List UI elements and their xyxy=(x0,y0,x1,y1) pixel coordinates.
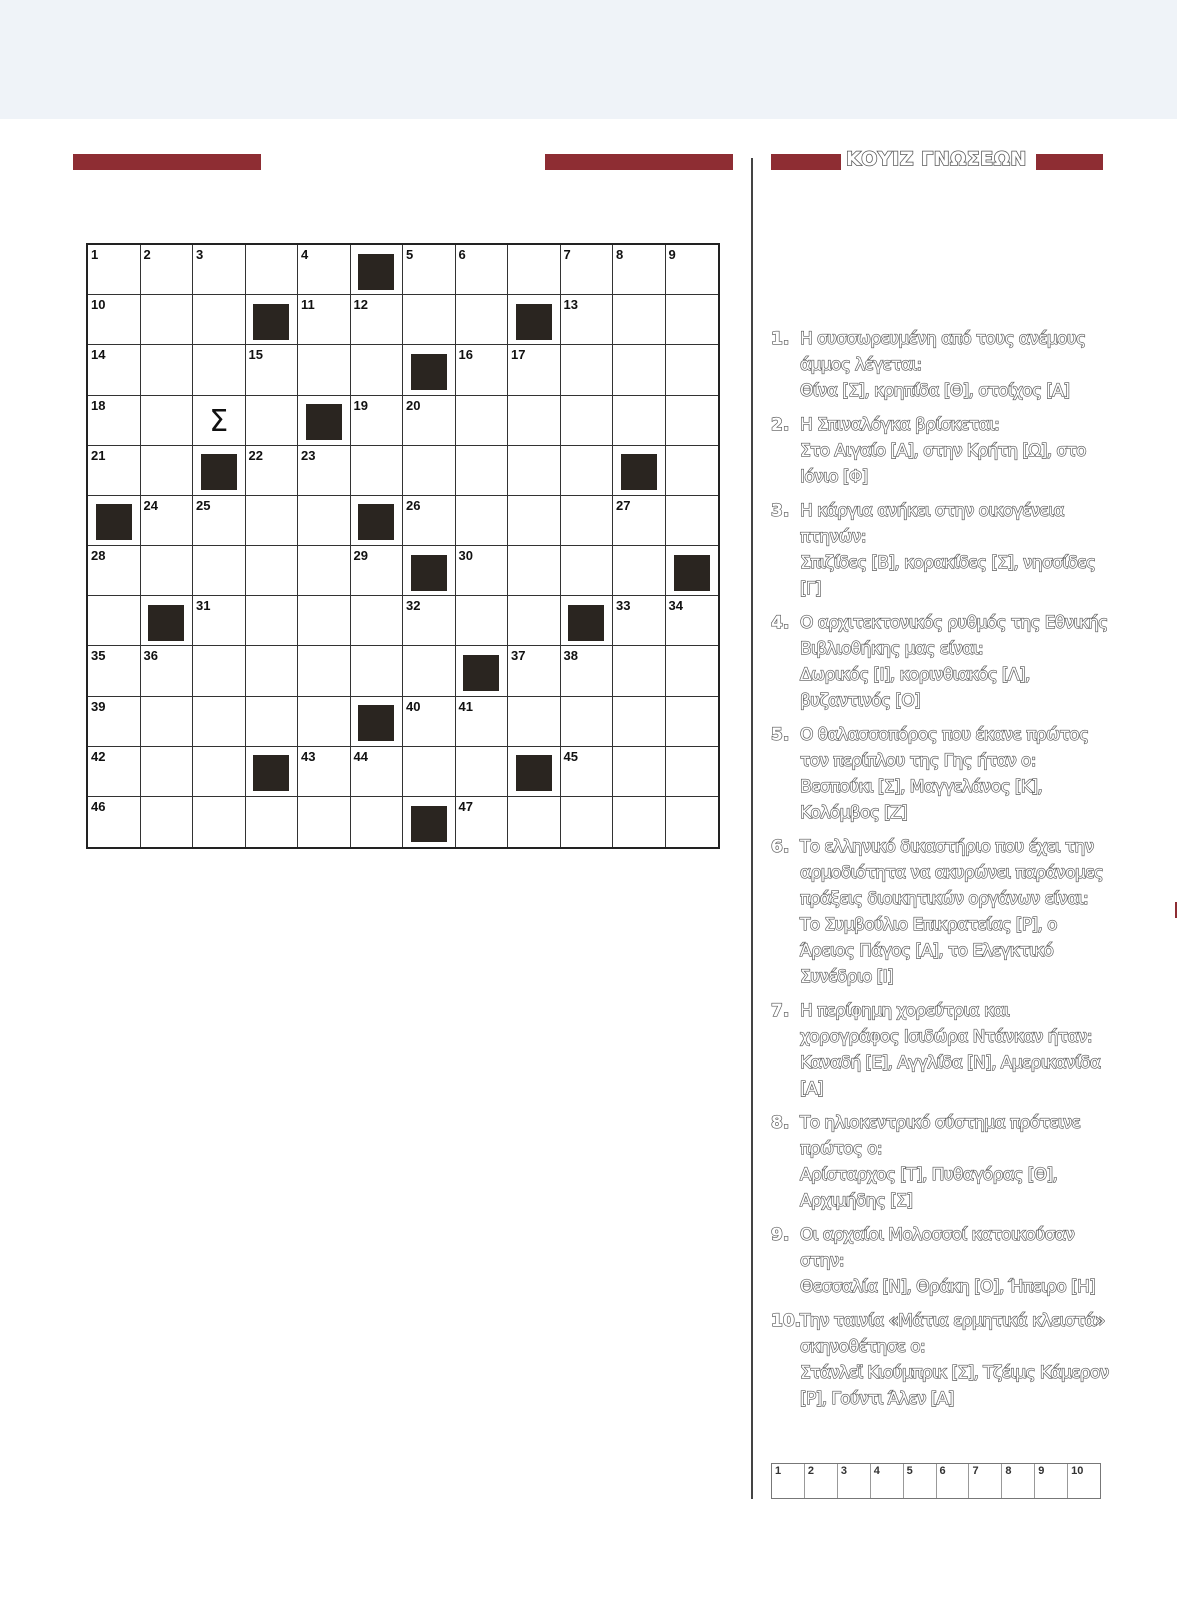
cell-number: 17 xyxy=(511,347,526,363)
crossword-cell[interactable] xyxy=(298,245,351,295)
question-answers: Σπιζίδες [Β], κορακίδες [Σ], νησσίδες [Γ] xyxy=(800,553,1096,599)
cell-number: 7 xyxy=(563,247,571,262)
crossword-black-cell xyxy=(508,295,561,345)
question-text: Η Σπιναλόγκα βρίσκεται: xyxy=(800,415,1000,435)
crossword-cell[interactable] xyxy=(561,396,614,446)
cell-number: 35 xyxy=(91,648,106,664)
black-square xyxy=(96,504,132,540)
crossword-cell[interactable] xyxy=(351,646,404,696)
crossword-cell[interactable] xyxy=(193,245,246,295)
crossword-cell[interactable] xyxy=(141,747,194,797)
black-square xyxy=(674,555,710,591)
question-text: Ο θαλασσοπόρος που έκανε πρώτος τον περίπλου της Γης ήταν ο: xyxy=(800,725,1089,771)
crossword-cell[interactable] xyxy=(403,295,456,345)
answer-cell-number: 1 xyxy=(775,1465,782,1477)
cell-number: 24 xyxy=(143,497,158,513)
header-band xyxy=(0,0,1177,119)
cell-number: 36 xyxy=(143,648,158,664)
black-square xyxy=(148,605,184,641)
answer-cell[interactable] xyxy=(772,1464,805,1498)
question-number: 3. xyxy=(771,501,790,521)
crossword-cell[interactable] xyxy=(561,345,614,395)
answer-cell-number: 8 xyxy=(1005,1465,1012,1477)
crossword-cell[interactable] xyxy=(88,295,141,345)
cell-number: 3 xyxy=(196,247,204,262)
black-square xyxy=(621,454,657,490)
cell-number: 23 xyxy=(301,447,316,463)
black-square xyxy=(306,404,342,440)
crossword-cell[interactable] xyxy=(351,396,404,446)
crossword-cell[interactable] xyxy=(508,245,561,295)
crossword-cell[interactable] xyxy=(403,697,456,747)
question-text: Οι αρχαίοι Μολοσσοί κατοικούσαν στην: xyxy=(800,1225,1075,1271)
answer-cell[interactable] xyxy=(838,1464,871,1498)
crossword-cell[interactable] xyxy=(666,596,719,646)
question-text: Ο αρχιτεκτονικός ρυθμός της Εθνικής Βιβλιοθήκης μας είναι: xyxy=(800,613,1108,659)
title-bar-left xyxy=(771,154,841,170)
answer-cell[interactable] xyxy=(871,1464,904,1498)
black-square xyxy=(358,705,394,741)
crossword-cell[interactable] xyxy=(666,496,719,546)
crossword-cell[interactable] xyxy=(666,747,719,797)
crossword-cell[interactable] xyxy=(141,446,194,496)
crossword-cell[interactable] xyxy=(351,747,404,797)
answer-cell-number: 3 xyxy=(840,1465,847,1477)
crossword-cell[interactable] xyxy=(508,396,561,446)
crossword-cell[interactable] xyxy=(561,446,614,496)
black-square xyxy=(463,655,499,691)
crossword-cell[interactable] xyxy=(298,747,351,797)
quiz-question xyxy=(771,326,1111,404)
crossword-cell[interactable] xyxy=(141,496,194,546)
crossword-cell[interactable] xyxy=(193,747,246,797)
crossword-cell[interactable] xyxy=(666,396,719,446)
crossword-cell[interactable] xyxy=(561,295,614,345)
crossword-cell[interactable] xyxy=(298,646,351,696)
question-text: Η περίφημη χορεύτρια και χορογράφος Ισιδώρα Ντάνκαν ήταν: xyxy=(800,1001,1093,1047)
crossword-cell[interactable] xyxy=(456,245,509,295)
quiz-question xyxy=(771,998,1111,1102)
crossword-cell[interactable] xyxy=(456,596,509,646)
cell-number: 2 xyxy=(143,247,151,262)
crossword-cell[interactable] xyxy=(508,596,561,646)
cell-letter: Σ xyxy=(209,403,229,439)
cell-number: 5 xyxy=(406,247,414,262)
black-square xyxy=(411,806,447,842)
cell-number: 14 xyxy=(91,347,106,363)
crossword-black-cell xyxy=(246,295,299,345)
crossword-cell[interactable] xyxy=(88,546,141,596)
crossword-cell[interactable] xyxy=(351,596,404,646)
cell-number: 41 xyxy=(458,698,473,714)
crossword-cell[interactable] xyxy=(298,295,351,345)
crossword-cell[interactable] xyxy=(193,797,246,847)
crossword-cell[interactable] xyxy=(456,797,509,847)
cell-number: 19 xyxy=(353,397,368,413)
question-number: 8. xyxy=(771,1113,790,1133)
black-square xyxy=(358,504,394,540)
black-square xyxy=(253,755,289,791)
cell-number: 21 xyxy=(91,447,106,463)
crossword-cell[interactable] xyxy=(666,295,719,345)
cell-number: 45 xyxy=(563,748,578,764)
question-answers: Βεσπούκι [Σ], Μαγγελάνος [Κ], Κολόμβος [Ζ] xyxy=(800,777,1043,823)
crossword-cell[interactable] xyxy=(403,245,456,295)
crossword-cell[interactable] xyxy=(246,345,299,395)
cell-number: 22 xyxy=(248,447,263,463)
cell-number: 26 xyxy=(406,497,421,513)
crossword-black-cell xyxy=(403,546,456,596)
cell-number: 1 xyxy=(91,247,99,262)
crossword-cell[interactable] xyxy=(141,697,194,747)
crossword-cell[interactable] xyxy=(561,245,614,295)
quiz-list xyxy=(771,326,1111,1420)
crossword-cell[interactable] xyxy=(298,496,351,546)
crossword-black-cell xyxy=(246,747,299,797)
cell-number: 10 xyxy=(91,297,106,313)
crossword-cell[interactable] xyxy=(246,446,299,496)
crossword-cell[interactable] xyxy=(666,797,719,847)
cell-number: 31 xyxy=(196,598,211,614)
question-text: Το ηλιοκεντρικό σύστημα πρότεινε πρώτος ο: xyxy=(800,1113,1081,1159)
cell-number: 30 xyxy=(458,548,473,563)
crossword-cell[interactable] xyxy=(193,396,246,446)
crossword-cell[interactable] xyxy=(403,646,456,696)
answer-cell[interactable] xyxy=(1035,1464,1068,1498)
cell-number: 15 xyxy=(248,347,263,363)
cell-number: 40 xyxy=(406,698,421,714)
cell-number: 32 xyxy=(406,598,421,614)
crossword-cell[interactable] xyxy=(141,646,194,696)
crossword-cell[interactable] xyxy=(141,295,194,345)
crossword-cell[interactable] xyxy=(666,697,719,747)
cell-number: 33 xyxy=(616,598,631,614)
crossword-cell[interactable] xyxy=(88,396,141,446)
question-answers: Δωρικός [Ι], κορινθιακός [Λ], βυζαντινός [Ο] xyxy=(800,665,1030,711)
cell-number: 37 xyxy=(511,648,526,664)
crossword-cell[interactable] xyxy=(193,496,246,546)
title-bar-right xyxy=(1036,154,1103,170)
crossword-black-cell xyxy=(351,245,404,295)
cell-number: 8 xyxy=(616,247,624,262)
crossword-cell[interactable] xyxy=(193,646,246,696)
cell-number: 28 xyxy=(91,548,106,563)
crossword-black-cell xyxy=(403,345,456,395)
cell-number: 25 xyxy=(196,497,211,513)
crossword-cell[interactable] xyxy=(88,345,141,395)
crossword-cell[interactable] xyxy=(613,697,666,747)
cell-number: 38 xyxy=(563,648,578,664)
answer-cell[interactable] xyxy=(937,1464,970,1498)
crossword-cell[interactable] xyxy=(613,496,666,546)
section-bar-left xyxy=(73,154,261,170)
crossword-cell[interactable] xyxy=(613,345,666,395)
cell-number: 47 xyxy=(458,798,473,814)
crossword-cell[interactable] xyxy=(508,496,561,546)
question-answers: Θεσσαλία [Ν], Θράκη [Ο], Ήπειρο [Η] xyxy=(800,1277,1096,1297)
black-square xyxy=(411,555,447,591)
crossword-cell[interactable] xyxy=(508,697,561,747)
question-text: Το ελληνικό δικαστήριο που έχει την αρμοδιότητα να ακυρώνει παράνομες πράξεις διοικητικών οργάνων είναι: xyxy=(800,837,1104,909)
crossword-cell[interactable] xyxy=(561,747,614,797)
crossword-cell[interactable] xyxy=(298,446,351,496)
crossword-cell[interactable] xyxy=(141,396,194,446)
crossword-cell[interactable] xyxy=(246,245,299,295)
cell-number: 18 xyxy=(91,397,106,413)
question-number: 1. xyxy=(771,329,790,349)
crossword-cell[interactable] xyxy=(613,295,666,345)
answer-cell-number: 10 xyxy=(1071,1465,1084,1477)
crossword-cell[interactable] xyxy=(88,797,141,847)
crossword-cell[interactable] xyxy=(613,797,666,847)
crossword-cell[interactable] xyxy=(613,546,666,596)
crossword-cell[interactable] xyxy=(246,797,299,847)
crossword-cell[interactable] xyxy=(141,245,194,295)
answer-cell[interactable] xyxy=(969,1464,1002,1498)
cell-number: 9 xyxy=(668,247,676,262)
crossword-cell[interactable] xyxy=(561,797,614,847)
crossword-cell[interactable] xyxy=(456,396,509,446)
cell-number: 46 xyxy=(91,798,106,814)
cell-number: 43 xyxy=(301,748,316,764)
cell-number: 42 xyxy=(91,748,106,764)
crossword-cell[interactable] xyxy=(298,546,351,596)
crossword-cell[interactable] xyxy=(193,345,246,395)
crossword-cell[interactable] xyxy=(403,496,456,546)
crossword-cell[interactable] xyxy=(193,596,246,646)
crossword-cell[interactable] xyxy=(508,345,561,395)
quiz-question xyxy=(771,498,1111,602)
crossword-grid xyxy=(86,243,720,849)
crossword-cell[interactable] xyxy=(561,697,614,747)
question-number: 10. xyxy=(771,1311,802,1331)
crossword-cell[interactable] xyxy=(141,345,194,395)
crossword-cell[interactable] xyxy=(456,747,509,797)
crossword-cell[interactable] xyxy=(456,295,509,345)
crossword-cell[interactable] xyxy=(246,697,299,747)
answer-grid xyxy=(771,1463,1101,1499)
question-text: Η κάργια ανήκει στην οικογένεια πτηνών: xyxy=(800,501,1065,547)
crossword-black-cell xyxy=(141,596,194,646)
cell-number: 44 xyxy=(353,748,368,764)
cell-number: 12 xyxy=(353,297,368,313)
black-square xyxy=(201,454,237,490)
crossword-cell[interactable] xyxy=(613,596,666,646)
quiz-question xyxy=(771,722,1111,826)
question-answers: Στο Αιγαίο [Α], στην Κρήτη [Ω], στο Ιόνιο [Φ] xyxy=(800,441,1086,487)
quiz-title: ΚΟΥΙΖ ΓΝΩΣΕΩΝ xyxy=(846,148,1027,170)
crossword-cell[interactable] xyxy=(351,446,404,496)
crossword-cell[interactable] xyxy=(613,646,666,696)
crossword-cell[interactable] xyxy=(456,697,509,747)
crossword-black-cell xyxy=(613,446,666,496)
answer-cell-number: 9 xyxy=(1038,1465,1045,1477)
crossword-cell[interactable] xyxy=(508,646,561,696)
black-square xyxy=(411,354,447,390)
crossword-cell[interactable] xyxy=(403,747,456,797)
crossword-black-cell xyxy=(351,496,404,546)
question-answers: Στάνλεϊ Κιούμπρικ [Σ], Τζέιμς Κάμερον [Ρ], Γούντι Άλεν [Α] xyxy=(800,1363,1109,1409)
crossword-black-cell xyxy=(298,396,351,446)
cell-number: 20 xyxy=(406,397,421,413)
answer-cell-number: 4 xyxy=(873,1465,880,1477)
answer-cell-number: 6 xyxy=(939,1465,946,1477)
answer-cell-number: 7 xyxy=(972,1465,979,1477)
crossword-cell[interactable] xyxy=(456,345,509,395)
crossword-cell[interactable] xyxy=(666,446,719,496)
quiz-question xyxy=(771,1110,1111,1214)
crossword-cell[interactable] xyxy=(88,697,141,747)
crossword-cell[interactable] xyxy=(246,496,299,546)
question-text: Την ταινία «Μάτια ερμητικά κλειστά» σκηνοθέτησε ο: xyxy=(800,1311,1105,1357)
black-square xyxy=(516,304,552,340)
crossword-cell[interactable] xyxy=(351,797,404,847)
crossword-black-cell xyxy=(351,697,404,747)
question-number: 5. xyxy=(771,725,790,745)
crossword-cell[interactable] xyxy=(246,546,299,596)
crossword-cell[interactable] xyxy=(298,345,351,395)
crossword-cell[interactable] xyxy=(666,345,719,395)
section-bar-middle xyxy=(545,154,733,170)
crossword-cell[interactable] xyxy=(88,245,141,295)
black-square xyxy=(516,755,552,791)
crossword-cell[interactable] xyxy=(456,546,509,596)
question-number: 6. xyxy=(771,837,790,857)
crossword-cell[interactable] xyxy=(403,596,456,646)
answer-cell-number: 5 xyxy=(906,1465,913,1477)
crossword-cell[interactable] xyxy=(193,295,246,345)
cell-number: 4 xyxy=(301,247,309,262)
quiz-question xyxy=(771,834,1111,990)
answer-cell-number: 2 xyxy=(807,1465,815,1477)
crossword-cell[interactable] xyxy=(88,646,141,696)
crossword-cell[interactable] xyxy=(403,446,456,496)
crossword-black-cell xyxy=(456,646,509,696)
crossword-cell[interactable] xyxy=(88,446,141,496)
crossword-cell[interactable] xyxy=(456,446,509,496)
crossword-cell[interactable] xyxy=(561,546,614,596)
crossword-cell[interactable] xyxy=(246,396,299,446)
cell-number: 6 xyxy=(458,247,466,262)
crossword-cell[interactable] xyxy=(88,596,141,646)
crossword-cell[interactable] xyxy=(561,496,614,546)
crossword-cell[interactable] xyxy=(351,546,404,596)
quiz-question xyxy=(771,1308,1111,1412)
quiz-question xyxy=(771,610,1111,714)
cell-number: 16 xyxy=(458,347,473,363)
crossword-cell[interactable] xyxy=(298,596,351,646)
crossword-cell[interactable] xyxy=(666,245,719,295)
question-number: 7. xyxy=(771,1001,790,1021)
answer-cell[interactable] xyxy=(805,1464,838,1498)
crossword-black-cell xyxy=(508,747,561,797)
cell-number: 27 xyxy=(616,497,631,513)
question-answers: Το Συμβούλιο Επικρατείας [Ρ], ο Άρειος Πάγος [Α], το Ελεγκτικό Συνέδριο [Ι] xyxy=(800,915,1057,987)
question-number: 9. xyxy=(771,1225,790,1245)
crossword-black-cell xyxy=(403,797,456,847)
black-square xyxy=(358,254,394,290)
answer-cell[interactable] xyxy=(904,1464,937,1498)
crossword-cell[interactable] xyxy=(613,245,666,295)
crossword-cell[interactable] xyxy=(193,546,246,596)
cell-number: 11 xyxy=(301,297,315,313)
crossword-cell[interactable] xyxy=(666,646,719,696)
question-number: 4. xyxy=(771,613,790,633)
crossword-cell[interactable] xyxy=(456,496,509,546)
column-divider xyxy=(751,158,753,1499)
crossword-cell[interactable] xyxy=(613,747,666,797)
crossword-cell[interactable] xyxy=(246,596,299,646)
cell-number: 39 xyxy=(91,698,106,714)
crossword-black-cell xyxy=(193,446,246,496)
crossword-cell[interactable] xyxy=(351,345,404,395)
question-answers: Αρίσταρχος [Τ], Πυθαγόρας [Θ], Αρχιμήδης [Σ] xyxy=(800,1165,1058,1211)
quiz-question xyxy=(771,412,1111,490)
crossword-cell[interactable] xyxy=(351,295,404,345)
crossword-cell[interactable] xyxy=(88,747,141,797)
cell-number: 34 xyxy=(668,598,683,614)
crossword-cell[interactable] xyxy=(298,797,351,847)
answer-cell[interactable] xyxy=(1068,1464,1100,1498)
crossword-cell[interactable] xyxy=(193,697,246,747)
question-answers: Θίνα [Σ], κρηπίδα [Θ], στοίχος [Α] xyxy=(800,381,1070,401)
crossword-cell[interactable] xyxy=(613,396,666,446)
answer-cell[interactable] xyxy=(1002,1464,1035,1498)
black-square xyxy=(568,605,604,641)
crossword-black-cell xyxy=(666,546,719,596)
crossword-cell[interactable] xyxy=(246,646,299,696)
crossword-black-cell xyxy=(561,596,614,646)
crossword-black-cell xyxy=(88,496,141,546)
cell-number: 13 xyxy=(563,297,578,313)
cell-number: 29 xyxy=(353,548,368,563)
crossword-cell[interactable] xyxy=(403,396,456,446)
crossword-cell[interactable] xyxy=(561,646,614,696)
crossword-cell[interactable] xyxy=(508,797,561,847)
black-square xyxy=(253,304,289,340)
crossword-cell[interactable] xyxy=(141,797,194,847)
quiz-question xyxy=(771,1222,1111,1300)
question-answers: Καναδή [Ε], Αγγλίδα [Ν], Αμερικανίδα [Α] xyxy=(800,1053,1101,1099)
crossword-cell[interactable] xyxy=(298,697,351,747)
question-text: Η συσσωρευμένη από τους ανέμους άμμος λέγεται: xyxy=(800,329,1086,375)
crossword-cell[interactable] xyxy=(508,446,561,496)
question-number: 2. xyxy=(771,415,790,435)
crossword-cell[interactable] xyxy=(508,546,561,596)
crossword-cell[interactable] xyxy=(141,546,194,596)
